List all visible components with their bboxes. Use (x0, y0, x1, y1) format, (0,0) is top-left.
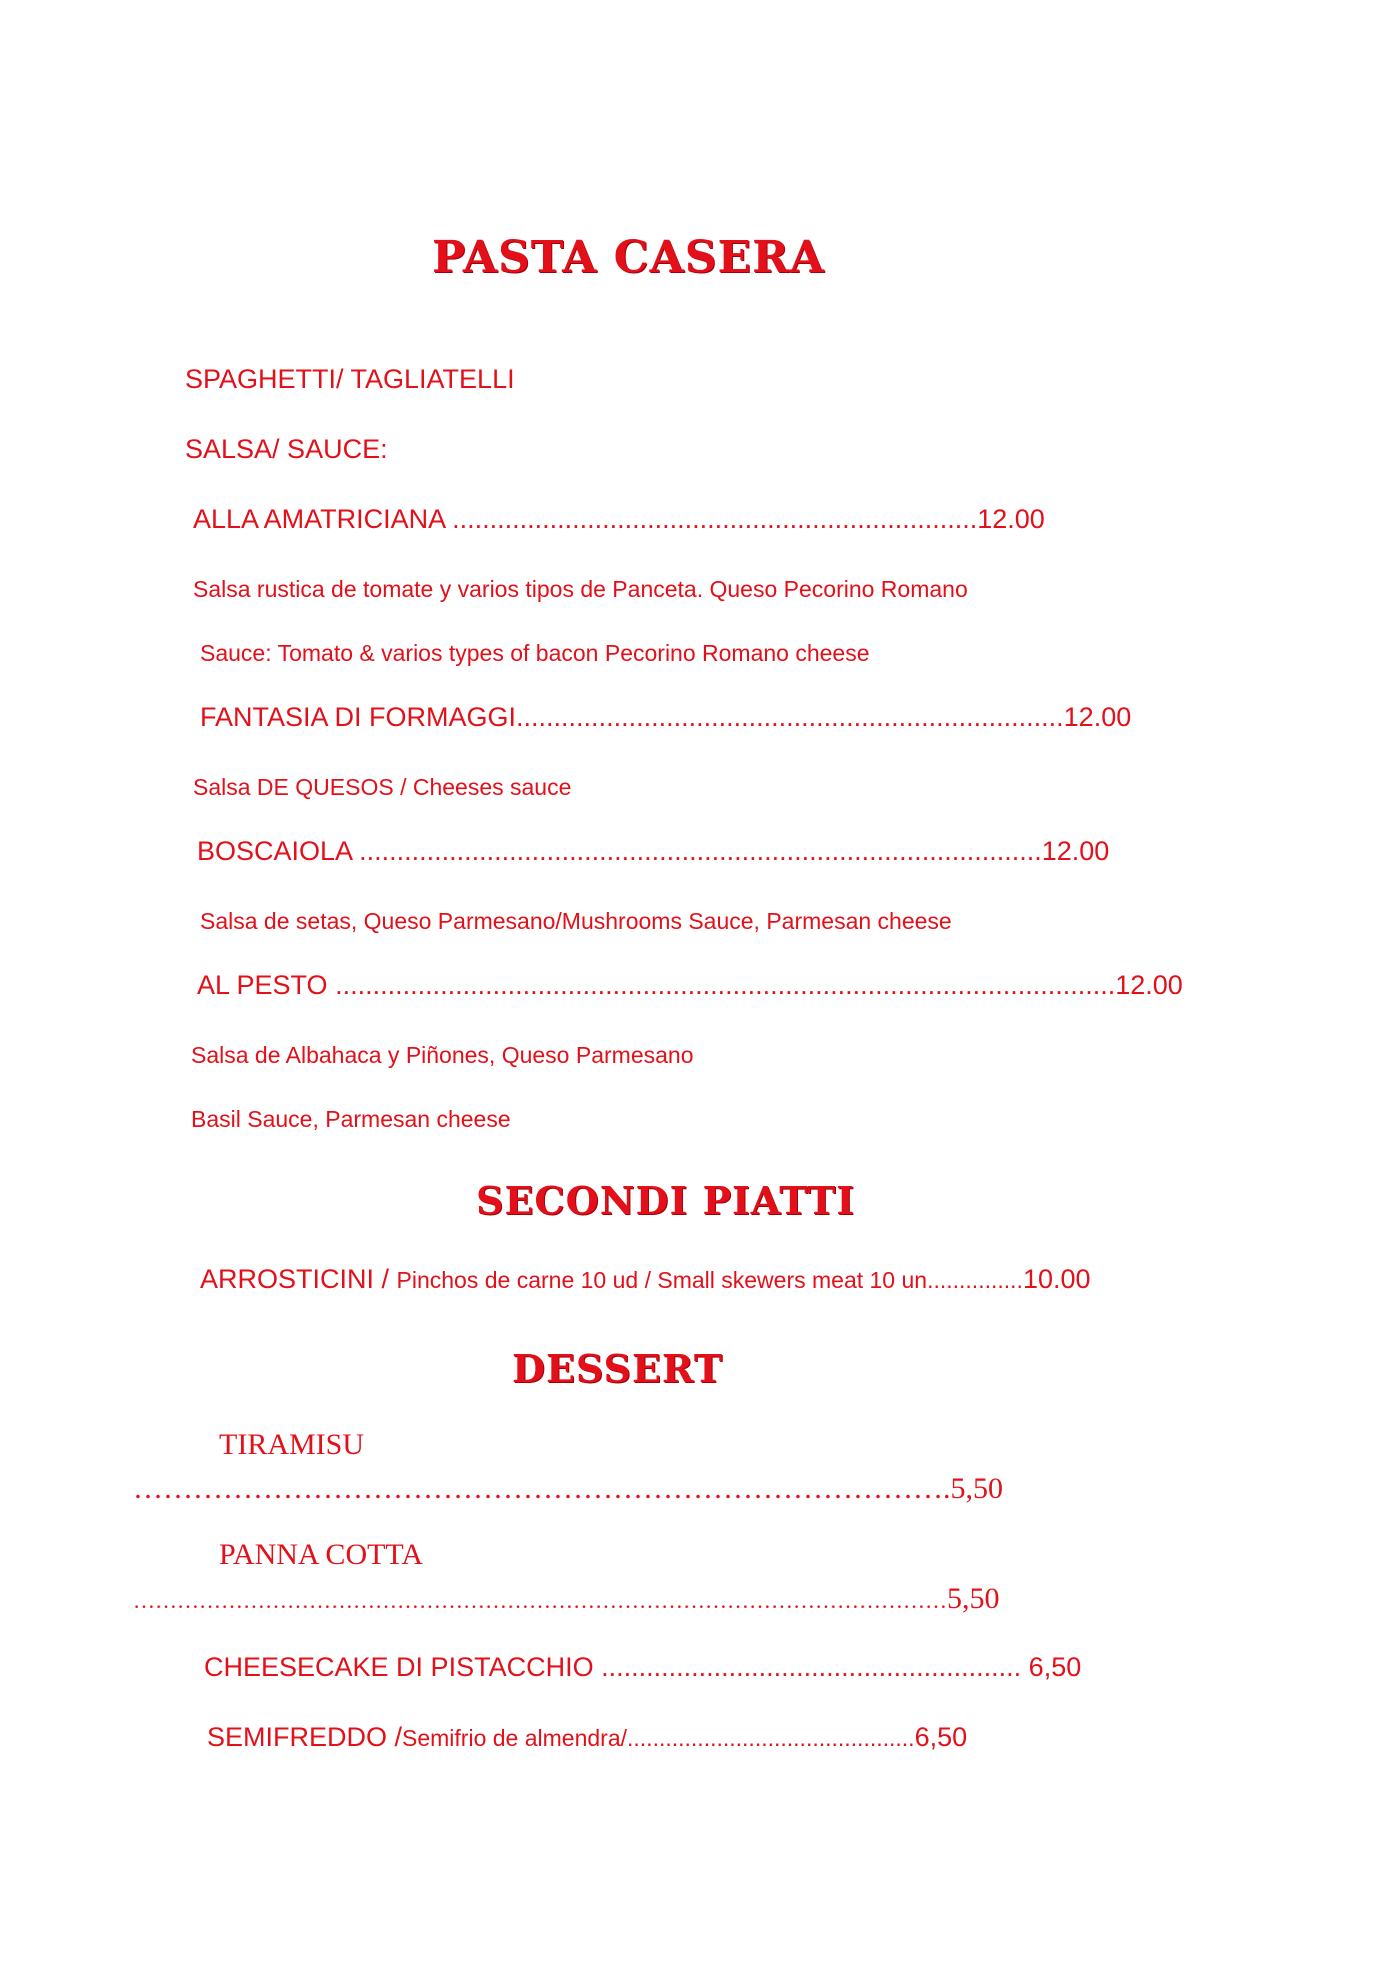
menu-item-arrosticini (200, 1264, 1091, 1295)
item-description: Salsa de setas, Queso Parmesano/Mushrooms Sauce, Parmesan cheese (200, 908, 952, 934)
item-description: Salsa de Albahaca y Piñones, Queso Parmesano (191, 1042, 694, 1068)
menu-item-formaggi (200, 702, 1131, 733)
item-price: 12.00 (977, 504, 1045, 534)
item-name: ARROSTICINI / (200, 1264, 397, 1294)
item-price: .12.00 (1107, 970, 1183, 1000)
dot-leader: ........................................................ (601, 1652, 1022, 1682)
item-description: Sauce: Tomato & varios types of bacon Pecorino Romano cheese (200, 640, 870, 666)
dot-leader: ......................................................................... (516, 702, 1064, 732)
item-name: SEMIFREDDO / (207, 1722, 403, 1752)
dot-leader: ...................................................................... (452, 504, 978, 534)
item-name: AL PESTO (197, 970, 336, 1000)
item-name: FANTASIA DI FORMAGGI (200, 702, 517, 732)
dot-leader: ........................................................................................... (359, 836, 1042, 866)
menu-item-pesto (197, 970, 1183, 1001)
dessert-name-panna-cotta: PANNA COTTA (219, 1538, 424, 1571)
dot-leader: ………………………………………………………………………. (133, 1472, 951, 1505)
menu-item-amatriciana (193, 504, 1045, 535)
menu-item-boscaiola (197, 836, 1109, 867)
item-price: 5,50 (950, 1472, 1003, 1505)
item-price: 10.00 (1022, 1264, 1091, 1294)
item-price: 6,50 (914, 1722, 968, 1752)
item-name: BOSCAIOLA (197, 836, 360, 866)
item-description: Salsa rustica de tomate y varios tipos de Panceta. Queso Pecorino Romano (193, 576, 968, 602)
sauce-label: SALSA/ SAUCE: (185, 434, 388, 464)
menu-item-cheesecake (204, 1652, 1081, 1683)
dessert-name-tiramisu: TIRAMISU (219, 1428, 365, 1461)
item-description: Basil Sauce, Parmesan cheese (191, 1106, 511, 1132)
item-description: Semifrio de almendra/ (402, 1725, 628, 1751)
dot-leader: ............... (927, 1267, 1023, 1293)
item-name: ALLA AMATRICIANA (193, 504, 453, 534)
item-price: 12.00 (1063, 702, 1132, 732)
pasta-types: SPAGHETTI/ TAGLIATELLI (185, 364, 515, 394)
dot-leader: ………………………………………………………………………………………………… (133, 1588, 947, 1613)
dot-leader: ............................................. (627, 1725, 915, 1751)
menu-item-semifreddo (207, 1722, 967, 1753)
item-price: 6,50 (1021, 1652, 1082, 1682)
section-title-secondi: SECONDI PIATTI (476, 1178, 856, 1223)
section-title-pasta: PASTA CASERA (432, 232, 825, 283)
item-description: Pinchos de carne 10 ud / Small skewers meat 10 un (396, 1267, 928, 1293)
section-title-dessert: DESSERT (512, 1346, 724, 1391)
dot-leader: ....................................................................................................... (335, 970, 1108, 1000)
item-price: 12.00 (1041, 836, 1110, 866)
menu-item-panna-cotta (133, 1582, 1000, 1616)
item-price: 5,50 (947, 1582, 1000, 1615)
item-description: Salsa DE QUESOS / Cheeses sauce (193, 774, 572, 800)
item-name: CHEESECAKE DI PISTACCHIO (204, 1652, 602, 1682)
menu-item-tiramisu (133, 1472, 1003, 1506)
